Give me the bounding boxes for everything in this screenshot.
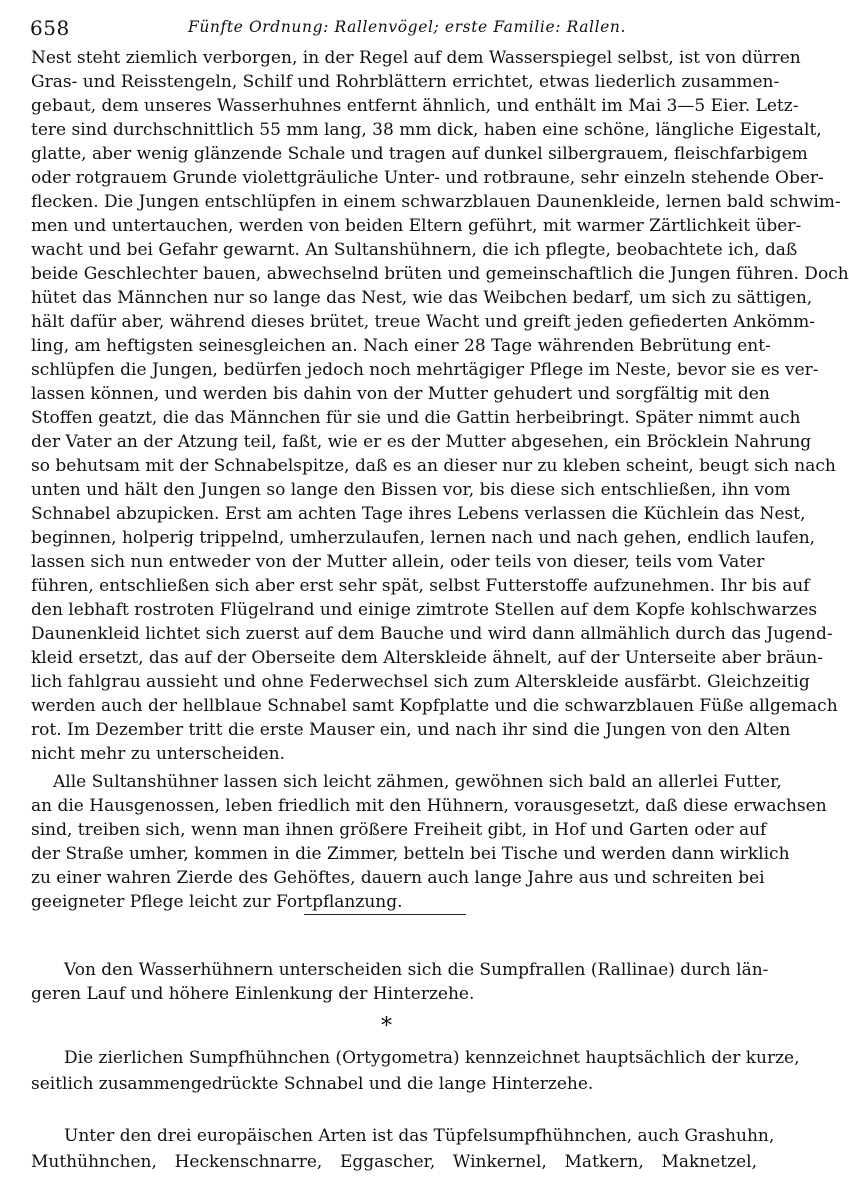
text-line: Nest steht ziemlich verborgen, in der Regel auf dem Wasserspiegel selbst, ist von dürren: [31, 48, 801, 68]
text-line: tere sind durchschnittlich 55 mm lang, 38 mm dick, haben eine schöne, längliche Eigestalt,: [31, 120, 822, 140]
page-number: 658: [30, 16, 70, 40]
text-line: Von den Wasserhühnern unterscheiden sich die Sumpfrallen (Rallinae) durch län-: [64, 960, 769, 980]
text-line: geeigneter Pflege leicht zur Fortpflanzung.: [31, 892, 403, 912]
text-line: men und untertauchen, werden von beiden Eltern geführt, mit warmer Zärtlichkeit über-: [31, 216, 802, 236]
text-line: Stoffen geatzt, die das Männchen für sie und die Gattin herbeibringt. Später nimmt auch: [31, 408, 801, 428]
text-line: lassen können, und werden bis dahin von der Mutter gehudert und sorgfältig mit den: [31, 384, 770, 404]
text-line: beginnen, holperig trippelnd, umherzulaufen, lernen nach und nach gehen, endlich laufen,: [31, 528, 816, 548]
text-line: den lebhaft rostroten Flügelrand und einige zimtrote Stellen auf dem Kopfe kohlschwarzes: [31, 600, 818, 620]
text-line: sind, treiben sich, wenn man ihnen größere Freiheit gibt, in Hof und Garten oder auf: [31, 820, 767, 840]
text-line: ling, am heftigsten seinesgleichen an. Nach einer 28 Tage währenden Bebrütung ent-: [31, 336, 771, 356]
text-line: schlüpfen die Jungen, bedürfen jedoch noch mehrtägiger Pflege im Neste, bevor sie es ver-: [31, 360, 819, 380]
text-line: hütet das Männchen nur so lange das Nest, wie das Weibchen bedarf, um sich zu sättigen,: [31, 288, 813, 308]
text-line: der Vater an der Atzung teil, faßt, wie er es der Mutter abgesehen, ein Bröcklein Nahrung: [31, 432, 812, 452]
text-line: der Straße umher, kommen in die Zimmer, betteln bei Tische und werden dann wirklich: [31, 844, 790, 864]
text-line: Alle Sultanshühner lassen sich leicht zähmen, gewöhnen sich bald an allerlei Futter,: [53, 772, 782, 792]
text-line: werden auch der hellblaue Schnabel samt Kopfplatte und die schwarzblauen Füße allgemach: [31, 696, 838, 716]
text-line: Unter den drei europäischen Arten ist das Tüpfelsumpfhühnchen, auch Grashuhn,: [64, 1126, 775, 1146]
text-line: wacht und bei Gefahr gewarnt. An Sultanshühnern, die ich pflegte, beobachtete ich, daß: [31, 240, 798, 260]
text-line: Daunenkleid lichtet sich zuerst auf dem Bauche und wird dann allmählich durch das Jugend-: [31, 624, 833, 644]
text-line: gebaut, dem unseres Wasserhuhnes entfernt ähnlich, und enthält im Mai 3—5 Eier. Letz-: [31, 96, 799, 116]
page-header: [30, 16, 760, 42]
text-line: führen, entschließen sich aber erst sehr spät, selbst Futterstoffe aufzunehmen. Ihr bis auf: [31, 576, 810, 596]
text-line: glatte, aber wenig glänzende Schale und tragen auf dunkel silbergrauem, fleischfarbigem: [31, 144, 808, 164]
text-line: beide Geschlechter bauen, abwechselnd brüten und gemeinschaftlich die Jungen führen. Doch: [31, 264, 849, 284]
text-line: lassen sich nun entweder von der Mutter allein, oder teils von dieser, teils vom Vater: [31, 552, 765, 572]
text-line: seitlich zusammengedrückte Schnabel und die lange Hinterzehe.: [31, 1074, 594, 1094]
asterisk-separator: *: [381, 1014, 392, 1039]
text-line: nicht mehr zu unterscheiden.: [31, 744, 285, 764]
text-line: Schnabel abzupicken. Erst am achten Tage ihres Lebens verlassen die Küchlein das Nest,: [31, 504, 806, 524]
text-line: an die Hausgenossen, leben friedlich mit den Hühnern, vorausgesetzt, daß diese erwachsen: [31, 796, 827, 816]
text-line: Die zierlichen Sumpfhühnchen (Ortygometra) kennzeichnet hauptsächlich der kurze,: [64, 1048, 800, 1068]
running-head: Fünfte Ordnung: Rallenvögel; erste Familie: Rallen.: [188, 18, 627, 36]
text-line: zu einer wahren Zierde des Gehöftes, dauern auch lange Jahre aus und schreiten bei: [31, 868, 765, 888]
text-line: lich fahlgrau aussieht und ohne Federwechsel sich zum Alterskleide ausfärbt. Gleichzeitig: [31, 672, 810, 692]
text-line: geren Lauf und höhere Einlenkung der Hinterzehe.: [31, 984, 475, 1004]
section-divider: [304, 914, 466, 915]
text-line: rot. Im Dezember tritt die erste Mauser ein, und nach ihr sind die Jungen von den Alten: [31, 720, 791, 740]
text-line: hält dafür aber, während dieses brütet, treue Wacht und greift jeden gefiederten Ankömm-: [31, 312, 816, 332]
text-line: Muthühnchen, Heckenschnarre, Eggascher, Winkernel, Matkern, Maknetzel,: [31, 1152, 757, 1172]
text-line: oder rotgrauem Grunde violettgräuliche Unter- und rotbraune, sehr einzeln stehende Ober-: [31, 168, 824, 188]
text-line: so behutsam mit der Schnabelspitze, daß es an dieser nur zu kleben scheint, beugt sich nach: [31, 456, 836, 476]
text-line: flecken. Die Jungen entschlüpfen in einem schwarzblauen Daunenkleide, lernen bald schwim-: [31, 192, 841, 212]
text-line: Gras- und Reisstengeln, Schilf und Rohrblättern errichtet, etwas liederlich zusammen-: [31, 72, 780, 92]
text-line: unten und hält den Jungen so lange den Bissen vor, bis diese sich entschließen, ihn vom: [31, 480, 791, 500]
text-line: kleid ersetzt, das auf der Oberseite dem Alterskleide ähnelt, auf der Unterseite aber bräun-: [31, 648, 823, 668]
